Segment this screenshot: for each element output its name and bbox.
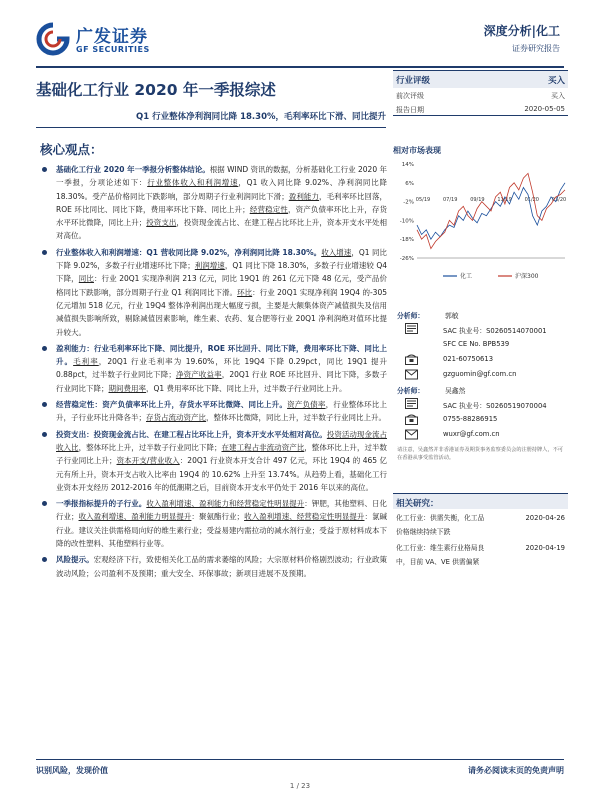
rating-panel: [393, 70, 568, 116]
analyst-label: 分析师：: [397, 312, 425, 320]
key-point-topic: 存货占流动资产比: [146, 413, 206, 423]
key-point-topic: 收入盈利增速、盈利能力和经营稳定性明显提升: [146, 499, 305, 509]
x-tick-label: 07/19: [442, 196, 458, 203]
legend-label: 沪深300: [515, 273, 539, 280]
y-tick-label: 6%: [405, 180, 414, 187]
email-icon: [405, 369, 418, 380]
bullet-icon: [42, 557, 47, 562]
key-point-text: ：氯碱行业。建议关注供需格局向好的维生素行业；受益易建内需拉动的减水剂行业；受益于原材料成本下降的改性塑料、其他塑料行业等。: [56, 512, 388, 549]
key-point-text: ：钾肥，其他塑料、日化行业；: [56, 499, 388, 522]
report-date-value: 2020-05-05: [524, 105, 565, 113]
key-point-topic: 利润增速: [194, 261, 225, 271]
key-point-heading: 经营稳定性：资产负债率环比上升，存货水平环比微降、同比上升。: [56, 400, 288, 410]
x-tick-label: 01/20: [524, 196, 540, 203]
bullet-icon: [42, 346, 47, 351]
key-point-text: 宏观经济下行，致使相关化工品的需求萎缩的风险；大宗原材料价格剧烈波动；行业政策波动风险；公司盈利不及预期；重大安全、环保事故；新项目进展不及预期。: [56, 555, 388, 578]
key-point-topic: 行业整体收入和利润增速: [147, 178, 239, 188]
report-type-block: [484, 22, 560, 54]
header-divider: [36, 66, 564, 68]
analyst-sfc: SFC CE No. BPB539: [443, 340, 510, 348]
rating-label: 行业评级: [396, 76, 431, 86]
key-point-item: [42, 428, 387, 494]
bullet-icon: [42, 432, 47, 437]
bullet-icon: [42, 501, 47, 506]
key-point-topic: 资产负债率: [287, 400, 326, 410]
report-date-label: 报告日期: [396, 106, 424, 114]
key-point-topic: 在建工程占非流动资产比: [221, 442, 305, 452]
related-item[interactable]: [393, 511, 568, 539]
key-point-item: [42, 497, 387, 550]
key-point-heading: 投资支出：投资现金流占比、在建工程占比环比上升，资本开支水平处相对高位。: [56, 429, 327, 439]
key-point-topic: 收入增速: [321, 247, 352, 257]
report-subtype: 证券研究报告: [512, 44, 560, 53]
page-number: 1 / 23: [289, 782, 311, 790]
key-point-topic: 同比: [78, 274, 94, 284]
related-research: [393, 493, 568, 569]
related-item-date: 2020-04-26: [525, 514, 565, 522]
x-tick-label: 11/19: [497, 196, 512, 203]
analyst-2-header: [393, 383, 568, 398]
analyst-1-phone: [393, 353, 568, 368]
analyst-email[interactable]: wuxr@gf.com.cn: [443, 430, 500, 438]
legend-label: 化工: [460, 273, 473, 280]
report-subtitle: Q1 行业整体净利润同比降 18.30%，毛利率环比下滑、同比提升: [136, 112, 386, 122]
analyst-phone: 0755-88286915: [443, 415, 498, 423]
analyst-label: 分析师：: [397, 387, 425, 395]
prev-rating-value: 买入: [551, 92, 565, 100]
key-point-text: ，Q1 同比下降 9.02%，多数子行业增速环比下降；: [56, 247, 388, 271]
prev-rating-label: 前次评级: [396, 92, 424, 100]
key-point-text: ：行业 20Q1 实现净利润 19Q4 的-305 亿元增加 518 亿元，行业 19Q4 整体净利润出现大幅度亏损，主要是大额集体资产减值损失及信用减值损失影响所致，剔除减值因素影响，维生素、农药、复合肥等行业 20Q1 净利润绝对值环比提升较大。: [56, 287, 387, 337]
key-point-heading: 盈利能力：行业毛利率环比下降、同比提升，ROE 环比回升、同比下降，费用率环比下降、同比上升。: [56, 343, 387, 367]
series-line-1: [417, 173, 565, 248]
key-point-text: ，整体环比上升，过半数子行业同比下降；: [78, 442, 222, 452]
key-point-item: [42, 342, 387, 395]
key-points-list: [42, 163, 387, 583]
analyst-2-sac: [393, 398, 568, 413]
key-point-topic: 期间费用率: [108, 383, 146, 393]
x-tick-label: 03/20: [551, 196, 567, 203]
analyst-name: 郭敏: [445, 312, 459, 320]
id-card-icon: [405, 398, 418, 409]
key-point-text: ，行业整体环比上升，子行业环比升降各半；: [56, 400, 388, 423]
key-point-text: ，Q1 费用率环比下降、同比上升，过半数子行业同比上升。: [146, 383, 347, 393]
related-item[interactable]: [393, 541, 568, 569]
gf-logo: [36, 20, 176, 60]
analyst-sac: SAC 执业号：S0260519070004: [443, 402, 547, 410]
analyst-sac: SAC 执业号：S0260514070001: [443, 327, 547, 335]
key-point-item: [42, 398, 387, 425]
rating-value: 买入: [547, 76, 565, 86]
key-points-heading: 核心观点：: [40, 142, 103, 157]
email-icon: [405, 429, 418, 440]
y-tick-label: -18%: [399, 237, 414, 244]
y-tick-label: -10%: [399, 218, 414, 225]
key-point-text: ，Q1 收入同比降 9.02%、净利润同比降 18.30%。受产品价格同比下跌影响，部分周期子行业利润同比下滑；: [56, 178, 387, 201]
key-point-text: 根据 WIND 资讯的数据，分析基础化工行业 2020 年一季报，分项论述如下：: [56, 165, 387, 188]
related-item-date: 2020-04-19: [525, 544, 565, 552]
logo-text-en: GF SECURITIES: [76, 45, 150, 54]
related-item-line2: 中，目前 VA、VE 供需偏紧: [396, 558, 480, 566]
key-point-topic: 经营稳定性: [249, 204, 288, 214]
key-point-topic: 收入盈利增速、经营稳定性明显提升: [244, 512, 365, 522]
footer-divider: [36, 759, 564, 760]
performance-title: 相对市场表现: [393, 146, 441, 155]
y-tick-label: 14%: [401, 162, 414, 168]
related-item-line1: 化工行业：维生素行业格局良: [396, 544, 485, 552]
key-point-topic: 投资支出: [146, 218, 177, 228]
key-point-topic: 净资产收益率: [175, 370, 222, 380]
analyst-1-email: [393, 368, 568, 383]
key-point-item: [42, 246, 387, 339]
key-point-heading: 行业整体收入和利润增速：Q1 营收同比降 9.02%，净利润同比降 18.30%。: [56, 247, 322, 257]
analyst-block: [393, 308, 568, 462]
key-point-topic: 收入盈利增速、盈利能力明显提升: [78, 512, 192, 522]
analyst-1-sac: [393, 323, 568, 338]
phone-icon: [405, 354, 418, 365]
report-date-row: [393, 102, 568, 116]
related-item-line1: 化工行业：供需失衡，化工品: [396, 514, 485, 522]
y-tick-label: -26%: [399, 256, 414, 262]
key-point-text: ，整体环比上升，过半数子行业同比上升；: [56, 442, 388, 466]
analyst-email[interactable]: gzguomin@gf.com.cn: [443, 370, 517, 378]
analyst-2-email: [393, 428, 568, 443]
gf-logo-icon: [36, 22, 70, 56]
analyst-2-phone: [393, 413, 568, 428]
key-point-heading: 基础化工行业 2020 年一季报分析整体结论。: [56, 165, 210, 174]
report-type: 深度分析|化工: [483, 24, 560, 38]
bullet-icon: [42, 250, 47, 255]
key-point-heading: 一季报指标提升的子行业。: [56, 499, 147, 509]
footer-slogan: 识别风险，发现价值: [36, 766, 108, 775]
key-point-text: ，投资现金流占比、在建工程占比环比上升，资本开支水平处相对高位。: [56, 218, 388, 241]
key-point-topic: 投资活动现金流占收入比: [56, 429, 388, 452]
key-point-text: ，整体环比微降，同比上升，过半数子行业同比上升。: [206, 413, 386, 423]
key-point-text: ，资产负债率环比上升，存货水平环比微降，同比上升；: [56, 204, 388, 228]
x-tick-label: 09/19: [470, 196, 485, 203]
x-tick-label: 05/19: [415, 196, 431, 203]
prev-rating-row: [393, 88, 568, 102]
key-point-text: ，毛利率环比回落，ROE 环比同比、同比下降，费用率环比下降、同比上升；: [56, 191, 388, 214]
key-point-text: ，20Q1 行业毛利率为 19.60%，环比 19Q4 下降 0.29pct，同比 19Q1 提升 0.88pct，过半数子行业同比下降；: [56, 357, 388, 380]
analyst-1-header: [393, 308, 568, 323]
key-point-item: [42, 163, 387, 243]
rating-row: [393, 70, 568, 88]
key-point-topic: 毛利率: [73, 357, 99, 367]
related-title: 相关研究：: [393, 493, 568, 509]
bullet-icon: [42, 402, 47, 407]
key-point-heading: 风险提示。: [56, 555, 94, 565]
key-point-topic: 环比: [237, 287, 253, 297]
related-item-line2: 价格继续持续下跌: [396, 528, 451, 536]
footer-disclaimer-link: 请务必阅读末页的免责声明: [468, 766, 564, 775]
key-point-item: [42, 553, 387, 580]
key-point-text: ：20Q1 行业资本开支合计 497 亿元，环比 19Q4 的 465 亿元有所上升，资本开支占收入比率由 19Q4 的 10.62% 上升至 13.74%。从趋势上看，基础化工行业资本开支经历 2012-2016 年的低潮期之后，目前资本开支水平仍处于 2016 年以来的高位。: [56, 456, 388, 492]
relative-performance-chart: [393, 158, 568, 293]
analyst-disclaimer: 请注意，吴鑫然并非香港证券及期货事务监察委员会的注册持牌人，不可在香港从事受监管活动。: [397, 447, 564, 461]
analyst-name: 吴鑫然: [445, 387, 466, 395]
key-point-text: ，Q1 同比下降 18.30%，多数子行业增速较 Q4 下降，: [56, 261, 387, 284]
key-point-text: ：行业 20Q1 实现净利润 213 亿元，同比 19Q1 的 261 亿元下降 48 亿元，受产品价格同比下跌影响，部分周期子行业 Q1 利润同比下滑。: [56, 274, 388, 297]
analyst-phone: 021-60750613: [443, 355, 494, 363]
title-divider: [36, 127, 386, 128]
logo-text-cn: 广发证券: [76, 27, 148, 47]
report-title: 基础化工行业 2020 年一季报综述: [36, 81, 276, 99]
phone-icon: [405, 414, 418, 425]
key-point-text: ：聚氨酯行业；: [191, 512, 245, 522]
id-card-icon: [405, 323, 418, 334]
key-point-text: ，20Q1 行业 ROE 环比回升、同比下降，多数子行业同比下降；: [56, 370, 388, 393]
y-tick-label: -2%: [403, 199, 414, 206]
analyst-1-cfa: [393, 338, 568, 353]
bullet-icon: [42, 167, 47, 172]
key-point-topic: 盈利能力: [288, 191, 320, 201]
key-point-topic: 资本开支/营业收入: [116, 456, 180, 466]
